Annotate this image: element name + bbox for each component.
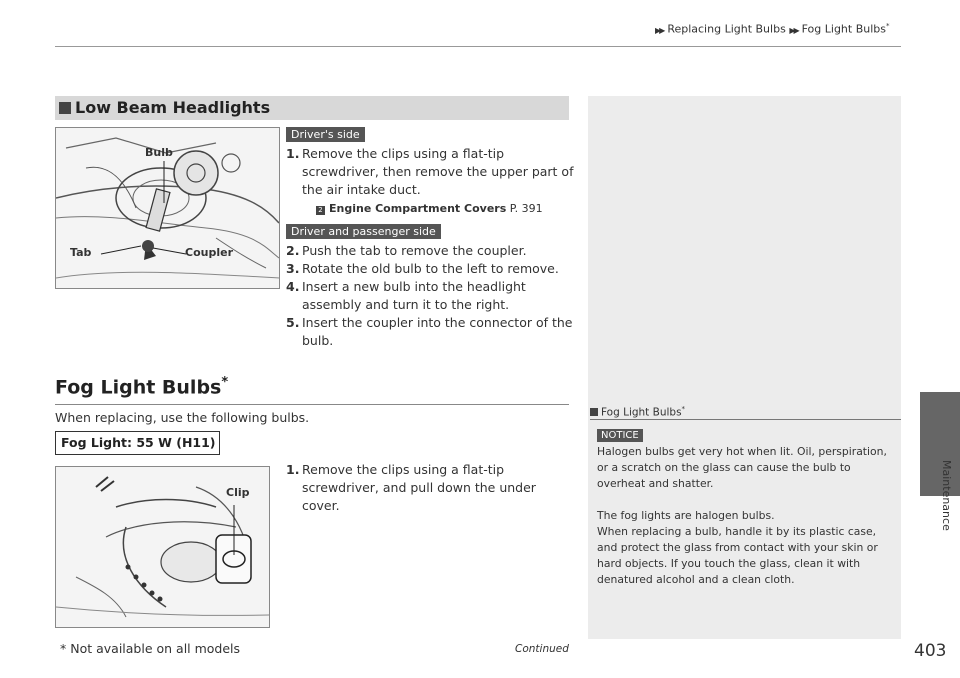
note-body-line: hard objects. If you touch the glass, clean it with	[597, 557, 861, 570]
fog-light-heading-text: Fog Light Bulbs	[55, 376, 222, 399]
bulb-spec-box	[55, 431, 220, 455]
double-arrow-icon: ▶▶	[789, 25, 798, 35]
low-beam-heading: Low Beam Headlights	[75, 98, 271, 117]
step-line: Push the tab to remove the coupler.	[302, 243, 527, 258]
breadcrumb-part1: Replacing Light Bulbs	[667, 22, 786, 36]
step-line: Insert the coupler into the connector of the	[302, 315, 573, 330]
low-beam-step-5	[286, 314, 576, 350]
step-line: screwdriver, then remove the upper part of	[302, 164, 574, 179]
callout-tab: Tab	[70, 246, 92, 259]
step-number: 2.	[286, 243, 300, 258]
callout-clip: Clip	[226, 486, 250, 499]
low-beam-step-2	[286, 242, 576, 260]
fog-heading-rule	[55, 404, 569, 405]
cross-reference-link[interactable]	[316, 202, 543, 215]
notice-badge: NOTICE	[597, 429, 643, 442]
square-bullet-icon	[59, 102, 71, 114]
callout-bulb: Bulb	[145, 146, 173, 159]
step-number: 5.	[286, 315, 300, 330]
step-line: Remove the clips using a flat-tip	[302, 146, 505, 161]
low-beam-heading-bar	[55, 96, 569, 120]
step-number: 4.	[286, 279, 300, 294]
step-line: the air intake duct.	[302, 182, 421, 197]
low-beam-step-4	[286, 278, 576, 314]
side-note-asterisk: *	[681, 405, 686, 413]
bulb-spec-text: Fog Light: 55 W (H11)	[61, 435, 216, 450]
fog-step-1	[286, 461, 576, 517]
step-line: cover.	[302, 498, 340, 513]
header-rule	[55, 46, 901, 47]
double-arrow-icon: ▶▶	[655, 25, 664, 35]
breadcrumb-asterisk: *	[886, 22, 890, 30]
step-line: bulb.	[302, 333, 334, 348]
note-marker-icon	[590, 408, 598, 416]
notice-line: Halogen bulbs get very hot when lit. Oil, perspiration,	[597, 445, 887, 458]
driver-and-passenger-tag: Driver and passenger side	[286, 224, 441, 239]
callout-coupler: Coupler	[185, 246, 233, 259]
low-beam-step-3	[286, 260, 576, 278]
step-line: assembly and turn it to the right.	[302, 297, 510, 312]
fog-heading-asterisk: *	[221, 375, 229, 390]
notice-line: or a scratch on the glass can cause the bulb to	[597, 461, 851, 474]
step-line: screwdriver, and pull down the under	[302, 480, 536, 495]
fog-intro-text: When replacing, use the following bulbs.	[55, 410, 310, 425]
breadcrumb-part2: Fog Light Bulbs	[801, 22, 887, 36]
note-body-line: When replacing a bulb, handle it by its plastic case,	[597, 525, 877, 538]
footnote: * Not available on all models	[60, 641, 241, 656]
side-note-title	[590, 405, 685, 419]
section-side-label	[941, 460, 953, 550]
side-note-title-text: Fog Light Bulbs	[601, 406, 682, 419]
step-number: 1.	[286, 462, 300, 477]
step-line: Remove the clips using a flat-tip	[302, 462, 505, 477]
notice-line: overheat and shatter.	[597, 477, 714, 490]
note-body-line: and protect the glass from contact with your skin or	[597, 541, 878, 554]
step-line: Insert a new bulb into the headlight	[302, 279, 526, 294]
breadcrumb	[655, 22, 890, 36]
continued-label: Continued	[515, 643, 569, 655]
reference-arrow-icon: 2	[316, 206, 325, 215]
reference-title[interactable]: Engine Compartment Covers	[329, 202, 507, 215]
note-body-line: denatured alcohol and a clean cloth.	[597, 573, 795, 586]
step-line: Rotate the old bulb to the left to remove.	[302, 261, 559, 276]
note-body-line: The fog lights are halogen bulbs.	[597, 509, 775, 522]
step-number: 3.	[286, 261, 300, 276]
side-note-rule	[590, 419, 901, 420]
drivers-side-tag: Driver's side	[286, 127, 365, 142]
low-beam-step-1	[286, 145, 576, 201]
step-number: 1.	[286, 146, 300, 161]
page-number: 403	[914, 641, 947, 661]
fog-light-heading	[55, 375, 228, 398]
reference-page: P. 391	[509, 202, 543, 215]
section-side-label-text: Maintenance	[940, 460, 953, 531]
